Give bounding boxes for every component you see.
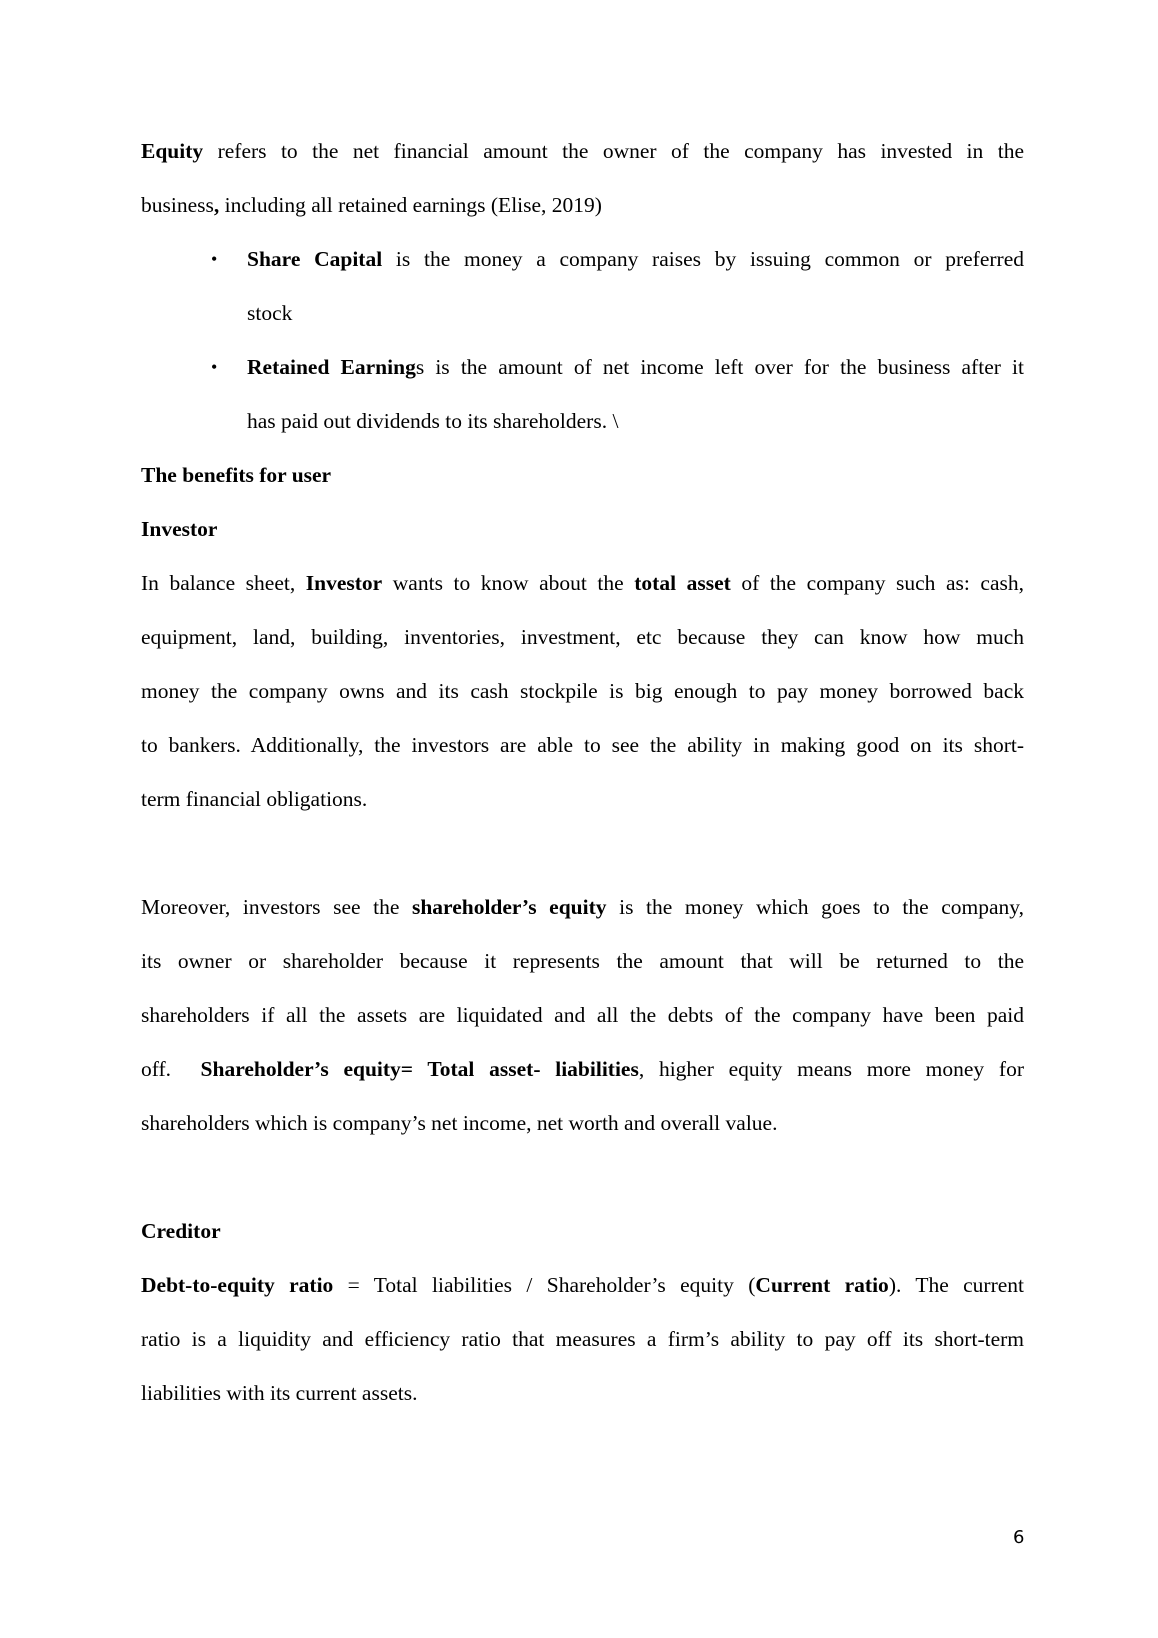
investor-para-line-4: to bankers. Additionally, the investors are able to see the ability in making good on its short- — [141, 733, 1024, 757]
moreover-para-line-5: shareholders which is company’s net income, net worth and overall value. — [141, 1111, 778, 1135]
bullet-icon: • — [211, 357, 218, 377]
retained-earnings-line-1: Retained Earnings is the amount of net income left over for the business after it — [247, 355, 1024, 379]
investor-para-line-1: In balance sheet, Investor wants to know about the total asset of the company such as: cash, — [141, 571, 1025, 595]
heading-investor: Investor — [141, 517, 218, 541]
retained-earnings-line-2: has paid out dividends to its shareholders. \ — [247, 409, 619, 433]
heading-benefits: The benefits for user — [141, 463, 332, 487]
creditor-para-line-3: liabilities with its current assets. — [141, 1381, 418, 1405]
moreover-para-line-2: its owner or shareholder because it represents the amount that will be returned to the — [141, 949, 1024, 973]
investor-para-line-3: money the company owns and its cash stockpile is big enough to pay money borrowed back — [141, 679, 1024, 703]
investor-para-line-5: term financial obligations. — [141, 787, 368, 811]
equity-term: Equity — [141, 139, 204, 163]
page-number: 6 — [1013, 1527, 1025, 1548]
moreover-para-line-1: Moreover, investors see the shareholder’s equity is the money which goes to the company, — [141, 895, 1025, 919]
moreover-para-line-4: off. Shareholder’s equity= Total asset- liabilities, higher equity means more money for — [141, 1057, 1024, 1081]
equity-line-2: business, including all retained earnings (Elise, 2019) — [141, 193, 602, 217]
share-capital-line-1: Share Capital is the money a company raises by issuing common or preferred — [247, 247, 1024, 271]
investor-para-line-2: equipment, land, building, inventories, investment, etc because they can know how much — [141, 625, 1024, 649]
creditor-para-line-2: ratio is a liquidity and efficiency ratio that measures a firm’s ability to pay off its short-term — [141, 1327, 1024, 1351]
heading-creditor: Creditor — [141, 1219, 221, 1243]
share-capital-line-2: stock — [247, 301, 293, 325]
bullet-icon: • — [211, 249, 218, 269]
moreover-para-line-3: shareholders if all the assets are liquidated and all the debts of the company have been paid — [141, 1003, 1024, 1027]
creditor-para-line-1: Debt-to-equity ratio = Total liabilities / Shareholder’s equity (Current ratio). The current — [141, 1273, 1025, 1297]
equity-line-1: Equity refers to the net financial amount the owner of the company has invested in the — [141, 139, 1024, 163]
